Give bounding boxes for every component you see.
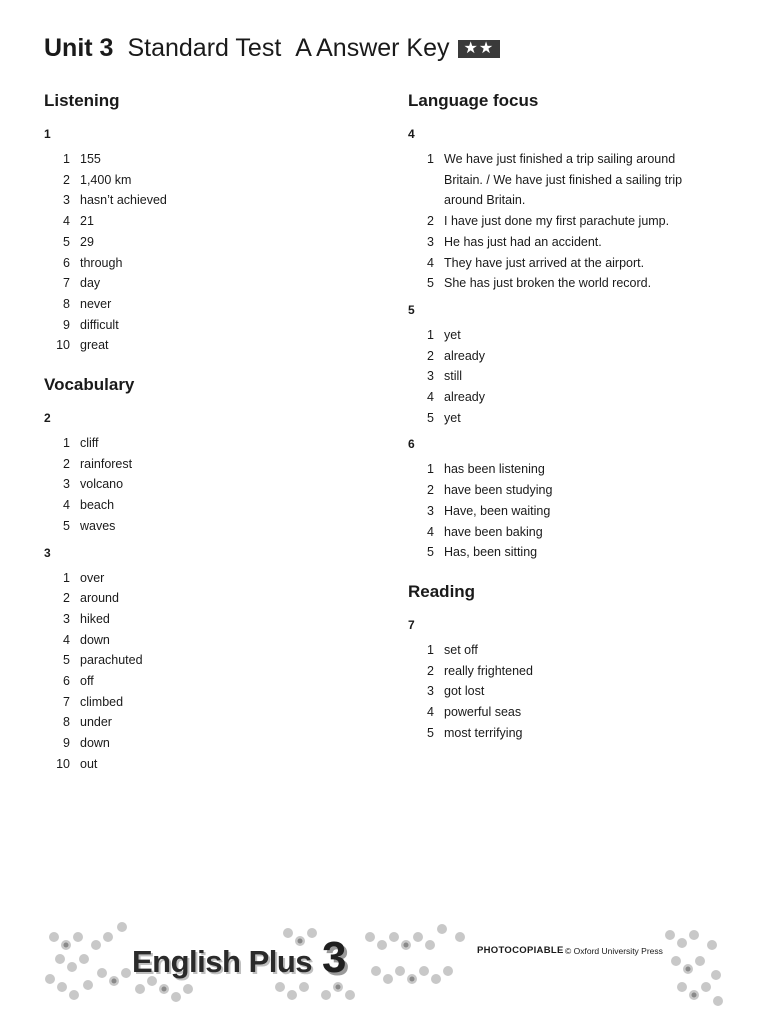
- answer-text: over: [80, 570, 105, 585]
- answer-number: 8: [63, 296, 70, 311]
- answer-text: yet: [444, 327, 461, 342]
- answer-item: [44, 568, 364, 589]
- answer-item: [408, 253, 708, 274]
- answer-item: [44, 516, 364, 537]
- answer-number: 6: [63, 674, 70, 689]
- answer-item: [44, 190, 364, 211]
- answer-item: [44, 733, 364, 754]
- answer-list: [408, 149, 708, 294]
- section-reading: [408, 581, 708, 744]
- answer-list: [408, 640, 708, 744]
- answer-number: 7: [63, 276, 70, 291]
- answer-item: [408, 408, 708, 429]
- answer-text: She has just broken the world record.: [444, 276, 652, 291]
- answer-text: 29: [80, 234, 94, 249]
- english-plus-logo: [132, 933, 346, 983]
- answer-number: 3: [63, 193, 70, 208]
- answer-item: [44, 588, 364, 609]
- answer-number: 3: [427, 234, 434, 249]
- answer-item: [408, 232, 708, 253]
- answer-text: set off: [444, 642, 478, 657]
- publisher-copyright: © Oxford University Press: [565, 946, 663, 956]
- answer-number: 5: [63, 234, 70, 249]
- answer-text: waves: [80, 518, 116, 533]
- answer-number: 4: [63, 214, 70, 229]
- answer-text: Has, been sitting: [444, 545, 538, 560]
- answer-item: [44, 650, 364, 671]
- answer-item: [408, 522, 708, 543]
- test-label: Standard Test: [127, 34, 282, 62]
- answer-list: [44, 568, 364, 775]
- exercise-number: 1: [44, 127, 51, 141]
- footer-banner: [40, 915, 730, 1010]
- answer-number: 5: [427, 276, 434, 291]
- answer-text: has been listening: [444, 462, 545, 477]
- answer-text: We have just finished a trip sailing around Britain. / We have just finished a sailing trip around Britain.: [444, 152, 683, 208]
- answer-item: [44, 315, 364, 336]
- answer-number: 4: [63, 632, 70, 647]
- answer-item: [408, 211, 708, 232]
- answer-item: [44, 253, 364, 274]
- answer-text: day: [80, 276, 101, 291]
- answer-item: [44, 433, 364, 454]
- answer-text: have been studying: [444, 483, 553, 498]
- answer-key-label: A Answer Key: [295, 34, 450, 62]
- vocabulary-heading: Vocabulary: [44, 375, 135, 395]
- answer-item: [44, 170, 364, 191]
- answer-number: 1: [63, 436, 70, 451]
- answer-item: [44, 232, 364, 253]
- answer-text: I have just done my first parachute jump.: [444, 214, 670, 229]
- answer-item: [44, 692, 364, 713]
- answer-item: [44, 149, 364, 170]
- answer-list: [408, 325, 708, 429]
- answer-number: 1: [427, 327, 434, 342]
- answer-item: [408, 325, 708, 346]
- answer-number: 2: [63, 172, 70, 187]
- answer-text: out: [80, 756, 98, 771]
- exercise-number: 3: [44, 545, 51, 560]
- answer-text: hiked: [80, 611, 110, 626]
- answer-item: [408, 459, 708, 480]
- answer-item: [44, 273, 364, 294]
- exercise-number: 6: [408, 437, 415, 452]
- answer-text: have been baking: [444, 524, 543, 539]
- answer-item: [408, 273, 708, 294]
- answer-text: difficult: [80, 317, 119, 332]
- answer-list: [408, 459, 708, 563]
- answer-item: [408, 640, 708, 661]
- answer-number: 2: [427, 663, 434, 678]
- answer-number: 2: [63, 456, 70, 471]
- answer-text: rainforest: [80, 456, 133, 471]
- answer-text: most terrifying: [444, 725, 523, 740]
- left-column: [44, 90, 364, 783]
- answer-number: 2: [63, 591, 70, 606]
- answer-number: 1: [63, 570, 70, 585]
- answer-text: cliff: [80, 436, 99, 451]
- answer-item: [44, 495, 364, 516]
- brand-level-number: 3: [322, 933, 347, 982]
- answer-number: 1: [427, 462, 434, 477]
- answer-item: [44, 294, 364, 315]
- answer-number: 3: [427, 503, 434, 518]
- answer-number: 7: [63, 694, 70, 709]
- exercise-block: [408, 302, 708, 429]
- answer-item: [408, 542, 708, 563]
- exercise-block: [44, 126, 364, 356]
- listening-heading: Listening: [44, 91, 120, 110]
- language-focus-heading: Language focus: [408, 91, 539, 110]
- answer-number: 2: [427, 214, 434, 229]
- exercise-block: [44, 545, 364, 775]
- section-language-focus: [408, 90, 708, 563]
- answer-item: [44, 211, 364, 232]
- right-column: [408, 90, 708, 751]
- answer-number: 4: [427, 390, 434, 405]
- answer-item: [408, 681, 708, 702]
- answer-text: already: [444, 348, 485, 363]
- answer-number: 10: [56, 756, 70, 771]
- answer-text: already: [444, 390, 485, 405]
- answer-number: 5: [427, 410, 434, 425]
- answer-number: 4: [427, 255, 434, 270]
- answer-item: [408, 501, 708, 522]
- answer-number: 4: [427, 524, 434, 539]
- answer-number: 1: [427, 152, 434, 166]
- answer-item: [44, 754, 364, 775]
- answer-text: around: [80, 591, 119, 606]
- answer-number: 6: [63, 255, 70, 270]
- answer-number: 2: [427, 348, 434, 363]
- answer-number: 4: [63, 498, 70, 513]
- answer-number: 3: [63, 611, 70, 626]
- page-title: [44, 32, 500, 64]
- answer-text: volcano: [80, 477, 124, 492]
- answer-item: [44, 454, 364, 475]
- answer-text: under: [80, 715, 112, 730]
- answer-text: 1,400 km: [80, 172, 132, 187]
- answer-item: [408, 149, 708, 211]
- answer-number: 5: [427, 725, 434, 740]
- answer-number: 5: [63, 518, 70, 533]
- answer-number: 3: [427, 684, 434, 699]
- answer-text: really frightened: [444, 663, 533, 678]
- answer-number: 8: [63, 715, 70, 730]
- answer-text: Have, been waiting: [444, 503, 551, 518]
- difficulty-stars-badge: ★★: [458, 40, 501, 58]
- exercise-number: 7: [408, 617, 415, 632]
- answer-item: [408, 661, 708, 682]
- answer-item: [44, 630, 364, 651]
- answer-item: [408, 366, 708, 387]
- answer-number: 9: [63, 317, 70, 332]
- exercise-block: [44, 410, 364, 537]
- answer-text: down: [80, 632, 110, 647]
- answer-text: great: [80, 338, 109, 353]
- answer-item: [408, 480, 708, 501]
- answer-text: off: [80, 674, 94, 689]
- exercise-block: [408, 617, 708, 744]
- answer-item: [408, 723, 708, 744]
- section-listening: [44, 90, 364, 356]
- answer-item: [44, 671, 364, 692]
- exercise-number: 5: [408, 302, 415, 317]
- exercise-block: [408, 436, 708, 563]
- answer-text: down: [80, 736, 110, 751]
- answer-text: 21: [80, 214, 94, 229]
- answer-item: [408, 702, 708, 723]
- answer-text: powerful seas: [444, 705, 522, 720]
- reading-heading: Reading: [408, 581, 476, 601]
- answer-number: 3: [63, 477, 70, 492]
- answer-number: 4: [427, 705, 434, 720]
- unit-label: Unit 3: [44, 34, 114, 62]
- answer-item: [44, 335, 364, 356]
- answer-number: 9: [63, 736, 70, 751]
- answer-text: climbed: [80, 694, 124, 709]
- answer-text: parachuted: [80, 653, 143, 668]
- answer-item: [408, 346, 708, 367]
- photocopiable-label: PHOTOCOPIABLE: [477, 945, 564, 956]
- answer-text: He has just had an accident.: [444, 234, 602, 249]
- exercise-block: [408, 126, 708, 294]
- answer-item: [44, 474, 364, 495]
- answer-list: [44, 149, 364, 356]
- answer-item: [44, 712, 364, 733]
- answer-text: yet: [444, 410, 461, 425]
- answer-number: 3: [427, 369, 434, 384]
- answer-number: 10: [56, 338, 70, 353]
- exercise-number: 4: [408, 127, 415, 141]
- answer-text: never: [80, 296, 112, 311]
- answer-item: [408, 387, 708, 408]
- exercise-number: 2: [44, 411, 51, 426]
- brand-name: English Plus: [132, 944, 313, 979]
- answer-text: through: [80, 255, 123, 270]
- answer-number: 1: [63, 152, 70, 166]
- section-vocabulary: [44, 374, 364, 775]
- answer-number: 2: [427, 483, 434, 498]
- answer-text: got lost: [444, 684, 485, 699]
- answer-text: beach: [80, 498, 115, 513]
- answer-text: still: [444, 369, 463, 384]
- answer-text: hasn’t achieved: [80, 193, 167, 208]
- answer-item: [44, 609, 364, 630]
- answer-text: They have just arrived at the airport.: [444, 255, 645, 270]
- answer-list: [44, 433, 364, 537]
- answer-number: 5: [427, 545, 434, 560]
- answer-number: 1: [427, 642, 434, 657]
- answer-number: 5: [63, 653, 70, 668]
- answer-text: 155: [80, 152, 101, 166]
